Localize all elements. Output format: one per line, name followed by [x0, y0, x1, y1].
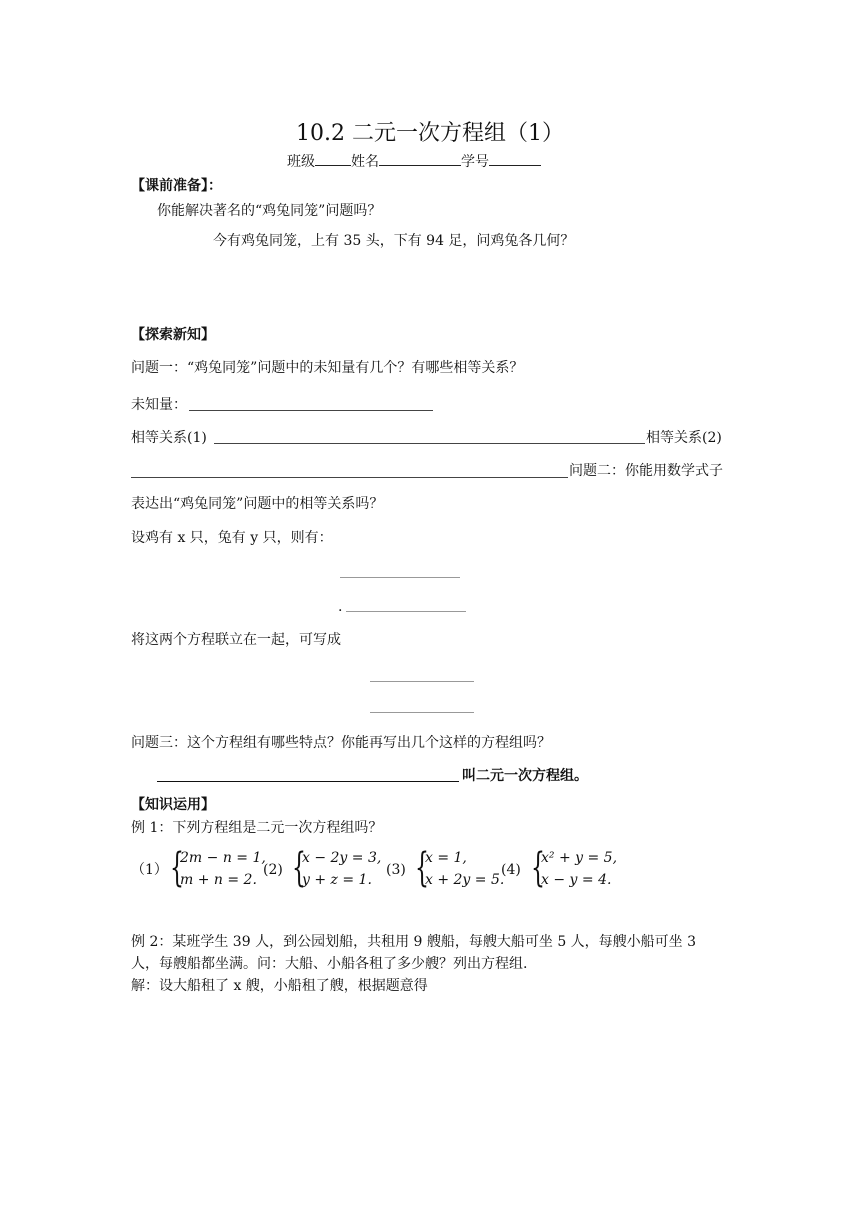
- id-blank[interactable]: [489, 151, 541, 166]
- system-2-eq1: x − 2y = 3,: [302, 850, 382, 866]
- relation-2-blank[interactable]: [131, 477, 568, 478]
- question-two-end: 表达出“鸡兔同笼”问题中的相等关系吗？: [131, 496, 384, 512]
- system-2-label: (2): [263, 862, 283, 878]
- id-label: 学号: [461, 154, 489, 170]
- question-three: 问题三：这个方程组有哪些特点？你能再写出几个这样的方程组吗？: [131, 735, 551, 751]
- class-label: 班级: [287, 154, 315, 170]
- name-label: 姓名: [351, 154, 379, 170]
- system-2-eq2: y + z = 1.: [302, 872, 372, 888]
- definition-suffix: 叫二元一次方程组。: [462, 768, 588, 784]
- equation-2-blank[interactable]: [346, 611, 466, 612]
- class-blank[interactable]: [315, 151, 351, 166]
- combine-text: 将这两个方程联立在一起，可写成: [131, 632, 341, 648]
- relation-1-blank[interactable]: [214, 443, 645, 444]
- system-4-eq2: x − y = 4.: [541, 872, 612, 888]
- definition-blank[interactable]: [157, 781, 459, 782]
- unknown-label: 未知量：: [131, 397, 187, 413]
- explore-heading: 【探索新知】: [131, 327, 215, 343]
- relation-1-label: 相等关系(1): [131, 430, 207, 446]
- example-two-line-1: 例 2：某班学生 39 人，到公园划船，共租用 9 艘船，每艘大船可坐 5 人，每艘小船可坐 3: [131, 934, 697, 950]
- variable-setup: [131, 528, 333, 548]
- prep-problem: 今有鸡兔同笼，上有 35 头，下有 94 足，问鸡兔各几何？: [213, 233, 575, 249]
- system-3-label: (3): [386, 862, 406, 878]
- system-1-brace: {: [170, 845, 184, 891]
- system-eq-2-blank[interactable]: [370, 712, 474, 713]
- system-eq-1-blank[interactable]: [370, 681, 474, 682]
- system-4-brace: {: [531, 845, 545, 891]
- system-1-eq2: m + n = 2.: [180, 872, 257, 888]
- prep-question: 你能解决著名的“鸡兔同笼”问题吗？: [157, 203, 382, 219]
- apply-heading: 【知识运用】: [131, 797, 215, 813]
- name-blank[interactable]: [379, 151, 461, 166]
- example-one: 例 1：下列方程组是二元一次方程组吗？: [131, 820, 383, 836]
- solution-setup: 解：设大船租了 x 艘，小船租了艘，根据题意得: [131, 978, 428, 994]
- system-4-eq1: x² + y = 5,: [541, 850, 618, 866]
- equation-dot: .: [338, 599, 343, 615]
- system-3-eq1: x = 1,: [425, 850, 467, 866]
- relation-2-label: 相等关系(2): [646, 430, 722, 446]
- system-4-label: (4): [501, 862, 521, 878]
- system-2-brace: {: [292, 845, 306, 891]
- student-info-line: [287, 151, 541, 172]
- system-3-eq2: x + 2y = 5.: [425, 872, 505, 888]
- prep-heading: 【课前准备】：: [131, 178, 222, 194]
- system-3-brace: {: [415, 845, 429, 891]
- system-1-label: （1）: [131, 862, 168, 878]
- system-1-eq1: 2m − n = 1,: [180, 850, 266, 866]
- question-two-start: 问题二：你能用数学式子: [569, 463, 723, 479]
- equation-1-blank[interactable]: [340, 577, 460, 578]
- variable-setup-text: 设鸡有 x 只，兔有 y 只，则有：: [131, 530, 333, 546]
- unknown-blank[interactable]: [189, 410, 433, 411]
- question-one: 问题一：“鸡兔同笼”问题中的未知量有几个？有哪些相等关系？: [131, 360, 524, 376]
- example-two-line-2: 人，每艘船都坐满。问：大船、小船各租了多少艘？列出方程组.: [131, 956, 528, 972]
- page-title: 10.2 二元一次方程组（1）: [296, 121, 564, 146]
